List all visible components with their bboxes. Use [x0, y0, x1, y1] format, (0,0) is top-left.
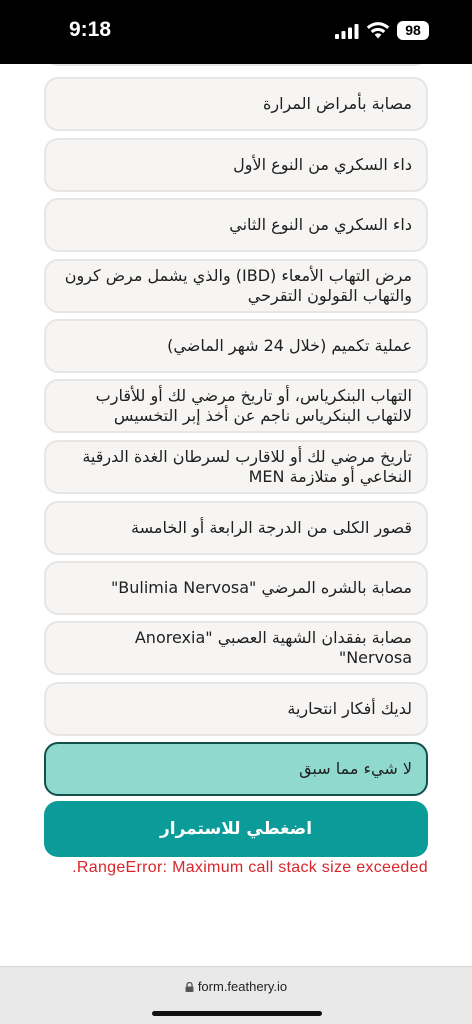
option-card[interactable] — [44, 621, 428, 675]
battery-indicator: 98 — [397, 21, 429, 40]
option-label: مصابة بفقدان الشهية العصبي "Anorexia Nervosa" — [134, 628, 412, 667]
home-indicator — [152, 1011, 322, 1016]
error-message: .RangeError: Maximum call stack size exceeded — [72, 859, 428, 876]
wifi-icon — [366, 21, 390, 39]
url-text: form.feathery.io — [197, 979, 288, 994]
option-label: مرض التهاب الأمعاء (IBD) والذي يشمل مرض كرون والتهاب القولون التقرحي — [64, 266, 412, 305]
option-label: مصابة بالشره المرضي "Bulimia Nervosa" — [110, 578, 412, 597]
option-label: لديك أفكار انتحارية — [287, 699, 412, 718]
option-card[interactable] — [44, 138, 428, 192]
option-card-selected[interactable] — [44, 742, 428, 796]
option-card[interactable] — [44, 561, 428, 615]
option-card[interactable] — [44, 259, 428, 313]
option-label: داء السكري من النوع الأول — [233, 155, 412, 174]
option-label: عملية تكميم (خلال 24 شهر الماضي) — [167, 336, 412, 355]
option-card[interactable] — [44, 379, 428, 433]
browser-address-bar[interactable] — [0, 966, 472, 1024]
option-card[interactable] — [44, 682, 428, 736]
option-label: قصور الكلى من الدرجة الرابعة أو الخامسة — [131, 518, 412, 537]
cellular-signal-icon — [335, 24, 359, 39]
medical-conditions-form — [0, 64, 472, 966]
url-display[interactable] — [0, 979, 472, 994]
option-card[interactable] — [44, 440, 428, 494]
option-card[interactable] — [44, 64, 428, 66]
option-card[interactable] — [44, 319, 428, 373]
option-card[interactable] — [44, 77, 428, 131]
lock-icon — [185, 982, 194, 992]
status-bar — [0, 0, 472, 64]
option-label: داء السكري من النوع الثاني — [229, 215, 412, 234]
option-label: التهاب البنكرياس، أو تاريخ مرضي لك أو للأقارب لالتهاب البنكرياس ناجم عن أخذ إبر التخسيس — [95, 386, 412, 425]
option-label: تاريخ مرضي لك أو للاقارب لسرطان الغدة الدرقية النخاعي أو متلازمة MEN — [82, 447, 412, 486]
option-card[interactable] — [44, 198, 428, 252]
option-label: مصابة بأمراض المرارة — [263, 94, 412, 113]
option-card[interactable] — [44, 501, 428, 555]
option-label: لا شيء مما سبق — [299, 759, 412, 778]
continue-button[interactable]: اضغطي للاستمرار — [44, 801, 428, 857]
status-time: 9:18 — [69, 18, 112, 41]
